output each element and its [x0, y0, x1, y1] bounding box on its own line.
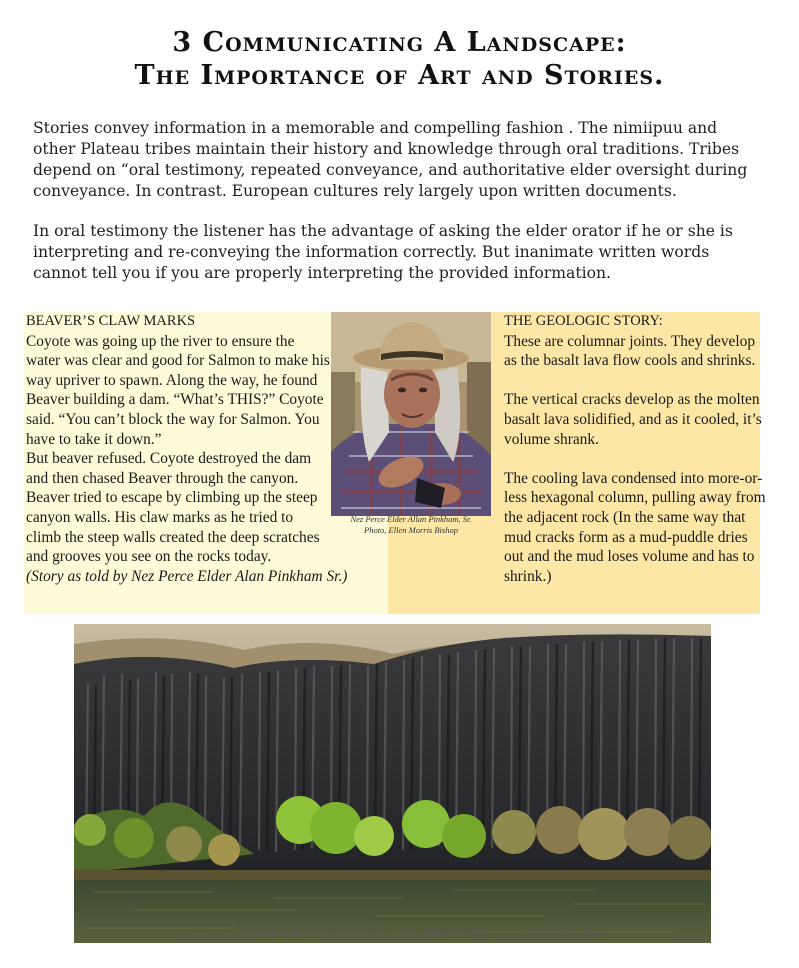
beaver-story-heading: BEAVER’S CLAW MARKS: [26, 313, 196, 329]
beaver-story-paragraph-1: Coyote was going up the river to ensure the water was clear and good for Salmon to make his way upriver to spawn. Along the way, he found Beaver building a dam. “What’s THIS?” Coyote said. “You can’t block the way for Salmon. You have to take it down.”: [26, 332, 330, 448]
beaver-story-paragraph-2: But beaver refused. Coyote destroyed the dam and then chased Beaver through the canyon. Beaver tried to escape by climbing up the steep canyon walls. His claw marks as he tried to climb the steep walls created the deep scratches and grooves you see on the rocks today.: [26, 450, 320, 566]
portrait-caption-credit: Photo, Ellen Morris Bishop: [364, 525, 458, 535]
portrait-caption-name: Nez Perce Elder Allan Pinkham, Sr.: [350, 514, 472, 524]
intro-text: [33, 118, 763, 303]
geologic-story-text: [504, 312, 766, 606]
geologic-story-paragraph-2: The vertical cracks develop as the molten basalt lava solidified, and as it cooled, it’s volume shrank.: [504, 391, 762, 448]
columnar-basalt-photo: [74, 624, 711, 943]
geologic-story-heading: THE GEOLOGIC STORY:: [504, 313, 663, 329]
elder-portrait-photo: [331, 312, 491, 516]
page-title: [0, 26, 799, 92]
intro-paragraph-2: In oral testimony the listener has the advantage of asking the elder orator if he or she is interpreting and re-conveying the information correctly. But inanimate written words cannot tell you if you are properly interpreting the provided information.: [33, 222, 733, 282]
intro-paragraph-1: Stories convey information in a memorable and compelling fashion . The nimiipuu and other Plateau tribes maintain their history and knowledge through oral traditions. Tribes depend on “oral testimony, repeated conveyance, and authoritative elder oversight during conveyance. In contrast. European cultures rely largely upon written documents.: [33, 119, 748, 200]
geologic-story-paragraph-3: The cooling lava condensed into more-or-less hexagonal column, pulling away from the adjacent rock (In the same way that mud cracks form as a mud-puddle dries out and the mud loses volume and has to shrink.): [504, 469, 766, 585]
beaver-story-credit: (Story as told by Nez Perce Elder Alan Pinkham Sr.): [26, 567, 348, 585]
landscape-photo-caption: Columnar joints, Columbia River Basalt on the Snake River near Lewiston, Idaho. Photo, Pat Pat Young, Nez Perce, Lapwai, Idaho: [181, 928, 604, 937]
title-line-1: 3 Communicating A Landscape:: [172, 27, 627, 58]
portrait-caption: [331, 514, 491, 536]
title-line-2: The Importance of Art and Stories.: [134, 60, 665, 91]
geologic-story-paragraph-1: These are columnar joints. They develop as the basalt lava flow cools and shrinks.: [504, 332, 756, 370]
